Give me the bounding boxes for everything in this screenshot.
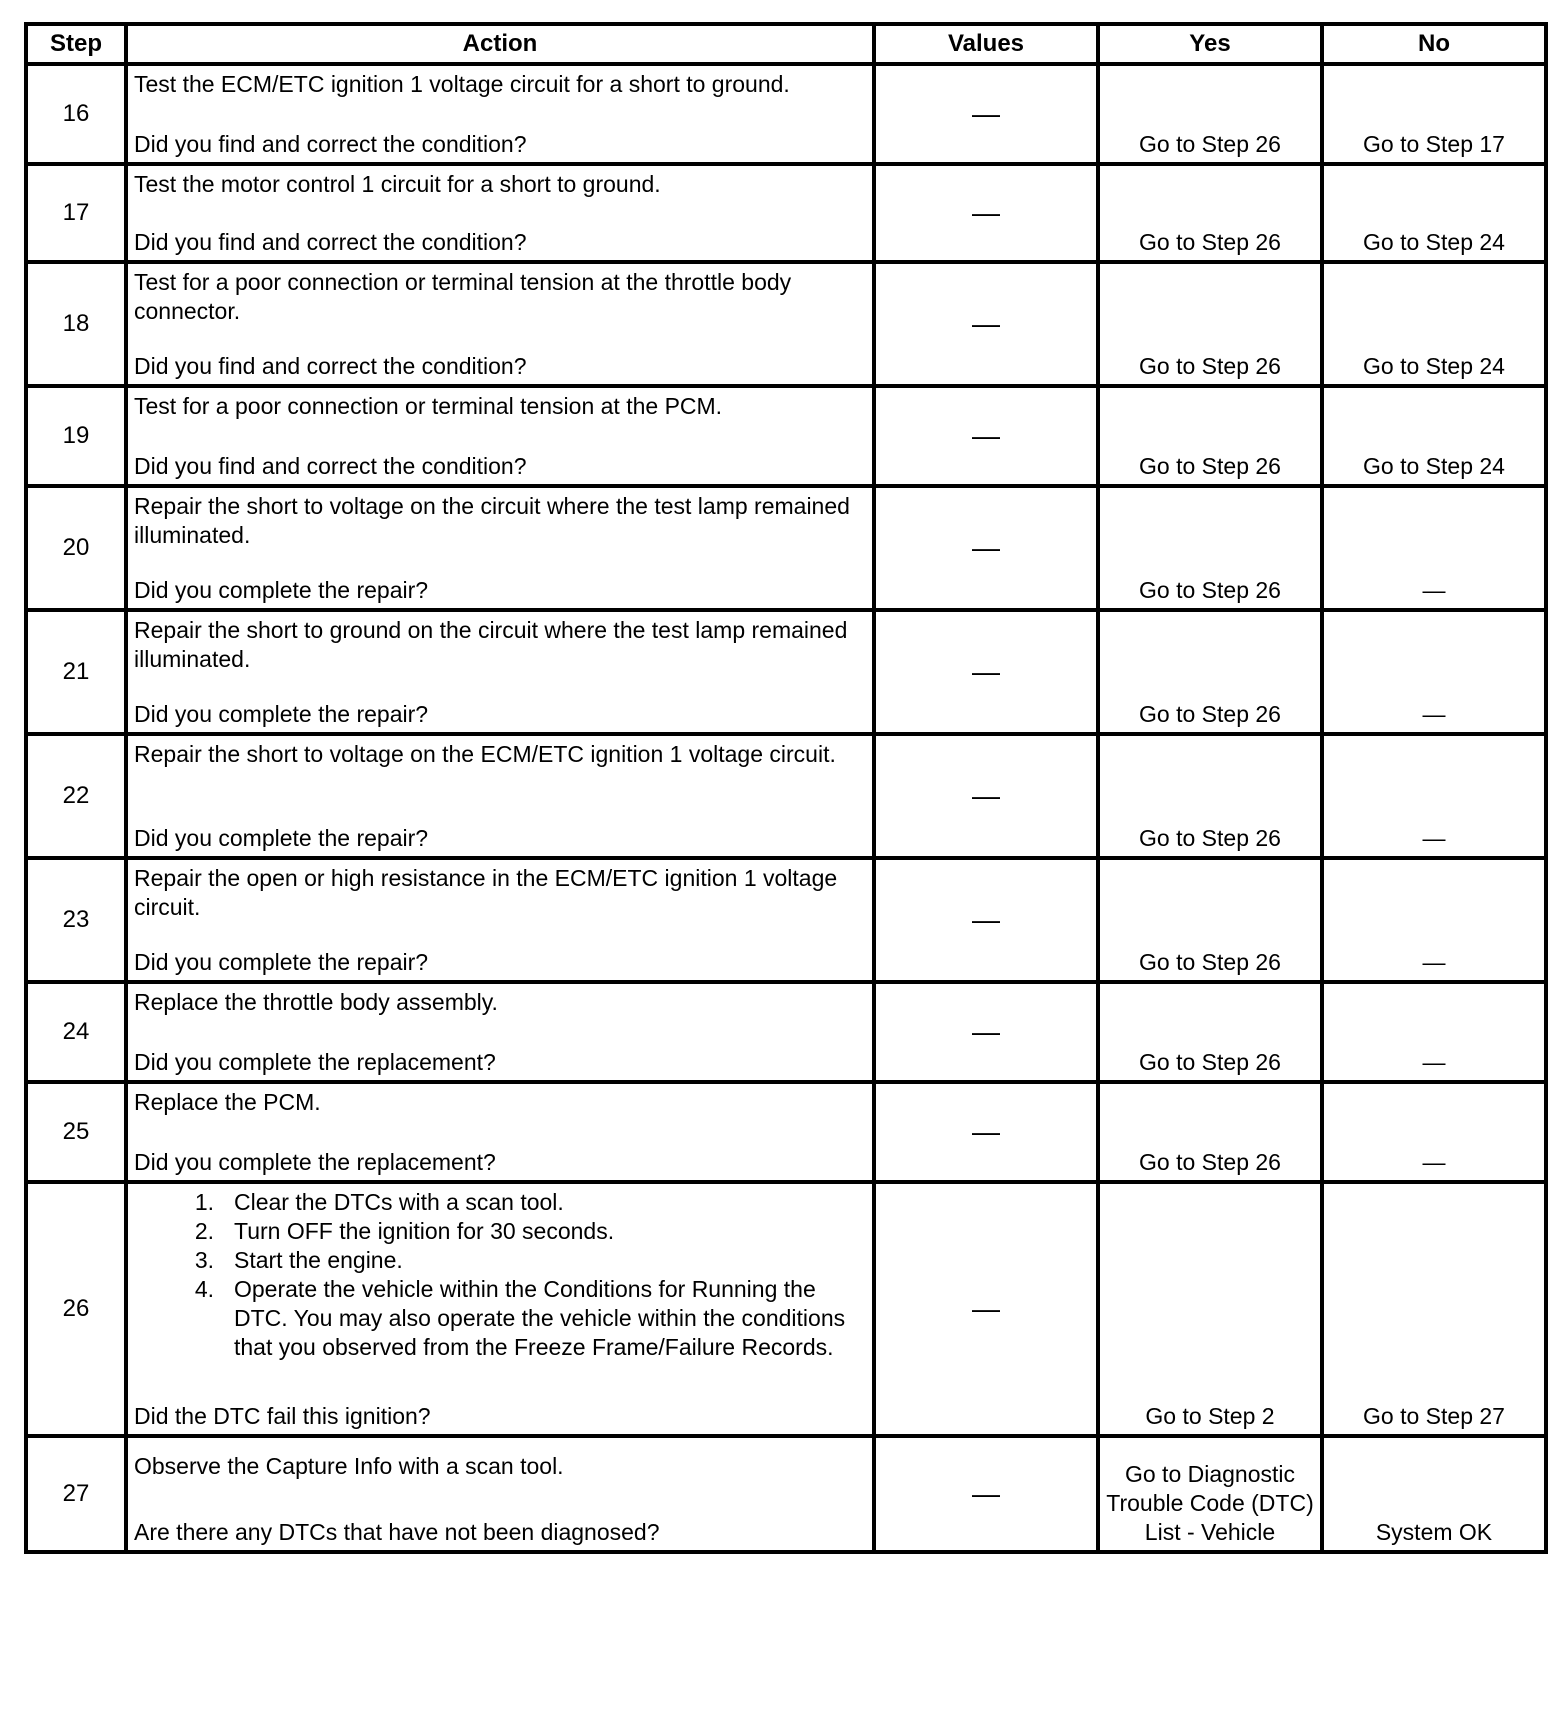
procedure-item [134,1188,866,1217]
values-cell: — [874,1182,1098,1436]
no-cell [1322,982,1546,1082]
yes-outcome: Go to Step 26 [1139,825,1281,851]
yes-outcome: Go to Diagnostic Trouble Code (DTC) List - Vehicle [1106,1461,1314,1545]
action-instructions: Test for a poor connection or terminal tension at the throttle body connector. [134,269,792,324]
yes-outcome: Go to Step 26 [1139,229,1281,255]
table-row [26,1436,1546,1552]
values-cell: — [874,1082,1098,1182]
procedure-item-number: 4. [194,1276,214,1302]
action-cell [126,386,874,486]
table-row [26,164,1546,262]
action-question: Did you find and correct the condition? [134,131,527,157]
action-content [128,612,872,732]
no-outcome: — [1422,1049,1446,1075]
step-number: 19 [26,386,126,486]
yes-outcome: Go to Step 26 [1139,1049,1281,1075]
action-cell [126,164,874,262]
action-instructions: Replace the throttle body assembly. [134,989,498,1015]
action-content [128,1084,872,1180]
action-cell [126,982,874,1082]
action-cell [126,1182,874,1436]
step-number: 22 [26,734,126,858]
action-content [128,1184,872,1434]
values-cell: — [874,734,1098,858]
values-cell: — [874,262,1098,386]
diagnostic-table [24,22,1548,1554]
action-cell [126,610,874,734]
table-row [26,982,1546,1082]
yes-cell [1098,858,1322,982]
values-cell: — [874,164,1098,262]
no-cell [1322,1182,1546,1436]
step-number: 27 [26,1436,126,1552]
yes-outcome: Go to Step 26 [1139,1149,1281,1175]
action-content [128,264,872,384]
action-instructions: Repair the short to voltage on the circuit where the test lamp remained illuminated. [134,493,850,548]
no-cell [1322,386,1546,486]
action-instructions: Repair the short to voltage on the ECM/ETC ignition 1 voltage circuit. [134,741,836,767]
yes-outcome: Go to Step 26 [1139,453,1281,479]
header-row [26,24,1546,64]
procedure-item-text: Turn OFF the ignition for 30 seconds. [234,1218,615,1244]
no-cell [1322,734,1546,858]
table-row [26,262,1546,386]
yes-cell [1098,64,1322,164]
action-instructions: Repair the short to ground on the circuit where the test lamp remained illuminated. [134,617,848,672]
action-content [128,984,872,1080]
action-question: Did you find and correct the condition? [134,229,527,255]
values-cell: — [874,386,1098,486]
values-cell: — [874,64,1098,164]
table-body [26,64,1546,1552]
no-outcome: Go to Step 27 [1363,1403,1505,1429]
yes-outcome: Go to Step 26 [1139,353,1281,379]
step-number: 25 [26,1082,126,1182]
step-number: 26 [26,1182,126,1436]
action-cell [126,486,874,610]
no-cell [1322,858,1546,982]
no-cell [1322,64,1546,164]
action-question: Did you find and correct the condition? [134,453,527,479]
procedure-list [134,1188,866,1362]
header-no: No [1322,24,1546,64]
table-row [26,64,1546,164]
action-content [128,488,872,608]
yes-cell [1098,982,1322,1082]
procedure-item [134,1275,866,1362]
no-outcome: Go to Step 24 [1363,229,1505,255]
no-outcome: — [1422,825,1446,851]
action-cell [126,858,874,982]
yes-cell [1098,486,1322,610]
action-instructions: Repair the open or high resistance in the ECM/ETC ignition 1 voltage circuit. [134,865,838,920]
action-content [128,736,872,856]
step-number: 23 [26,858,126,982]
step-number: 21 [26,610,126,734]
header-values: Values [874,24,1098,64]
procedure-item-text: Operate the vehicle within the Conditions for Running the DTC. You may also operate the vehicle within the conditions that you observed from the Freeze Frame/Failure Records. [234,1276,846,1360]
yes-outcome: Go to Step 2 [1145,1403,1275,1429]
procedure-item-number: 2. [194,1218,214,1244]
action-question: Did you find and correct the condition? [134,353,527,379]
header-action: Action [126,24,874,64]
no-cell [1322,486,1546,610]
yes-cell [1098,610,1322,734]
action-content [128,1438,872,1550]
yes-cell [1098,386,1322,486]
procedure-item [134,1217,866,1246]
action-question: Are there any DTCs that have not been diagnosed? [134,1519,660,1545]
yes-cell [1098,262,1322,386]
action-cell [126,262,874,386]
procedure-item [134,1246,866,1275]
table-row [26,386,1546,486]
procedure-item-text: Start the engine. [234,1247,403,1273]
table-row [26,1182,1546,1436]
action-instructions: Observe the Capture Info with a scan tool. [134,1453,564,1479]
yes-outcome: Go to Step 26 [1139,701,1281,727]
table-row [26,486,1546,610]
no-cell [1322,610,1546,734]
values-cell: — [874,858,1098,982]
no-cell [1322,1436,1546,1552]
header-step: Step [26,24,126,64]
yes-outcome: Go to Step 26 [1139,131,1281,157]
yes-cell [1098,1182,1322,1436]
no-outcome: — [1422,1149,1446,1175]
action-cell [126,734,874,858]
action-instructions: Test the motor control 1 circuit for a short to ground. [134,171,661,197]
action-cell [126,1436,874,1552]
action-instructions: Test for a poor connection or terminal tension at the PCM. [134,393,723,419]
table-row [26,610,1546,734]
action-content [128,860,872,980]
no-outcome: Go to Step 17 [1363,131,1505,157]
no-outcome: — [1422,577,1446,603]
table-row [26,734,1546,858]
values-cell: — [874,486,1098,610]
step-number: 16 [26,64,126,164]
no-cell [1322,1082,1546,1182]
no-outcome: Go to Step 24 [1363,453,1505,479]
values-cell: — [874,610,1098,734]
yes-cell [1098,164,1322,262]
step-number: 24 [26,982,126,1082]
action-cell [126,1082,874,1182]
action-question: Did the DTC fail this ignition? [134,1403,431,1429]
no-outcome: — [1422,701,1446,727]
action-instructions: Test the ECM/ETC ignition 1 voltage circuit for a short to ground. [134,71,790,97]
action-content [128,66,872,162]
action-question: Did you complete the repair? [134,701,429,727]
values-cell: — [874,982,1098,1082]
no-cell [1322,164,1546,262]
action-question: Did you complete the repair? [134,577,429,603]
table-row [26,858,1546,982]
procedure-item-text: Clear the DTCs with a scan tool. [234,1189,564,1215]
action-instructions [134,1188,866,1362]
step-number: 17 [26,164,126,262]
action-question: Did you complete the replacement? [134,1149,496,1175]
action-content [128,166,872,260]
no-cell [1322,262,1546,386]
step-number: 20 [26,486,126,610]
action-question: Did you complete the repair? [134,949,429,975]
action-instructions: Replace the PCM. [134,1089,321,1115]
header-yes: Yes [1098,24,1322,64]
yes-outcome: Go to Step 26 [1139,949,1281,975]
values-cell: — [874,1436,1098,1552]
procedure-item-number: 1. [194,1189,214,1215]
no-outcome: Go to Step 24 [1363,353,1505,379]
step-number: 18 [26,262,126,386]
yes-cell [1098,1082,1322,1182]
no-outcome: System OK [1375,1519,1493,1545]
no-outcome: — [1422,949,1446,975]
action-question: Did you complete the repair? [134,825,429,851]
yes-cell [1098,1436,1322,1552]
procedure-item-number: 3. [194,1247,214,1273]
action-question: Did you complete the replacement? [134,1049,496,1075]
action-content [128,388,872,484]
yes-outcome: Go to Step 26 [1139,577,1281,603]
table-row [26,1082,1546,1182]
action-cell [126,64,874,164]
yes-cell [1098,734,1322,858]
